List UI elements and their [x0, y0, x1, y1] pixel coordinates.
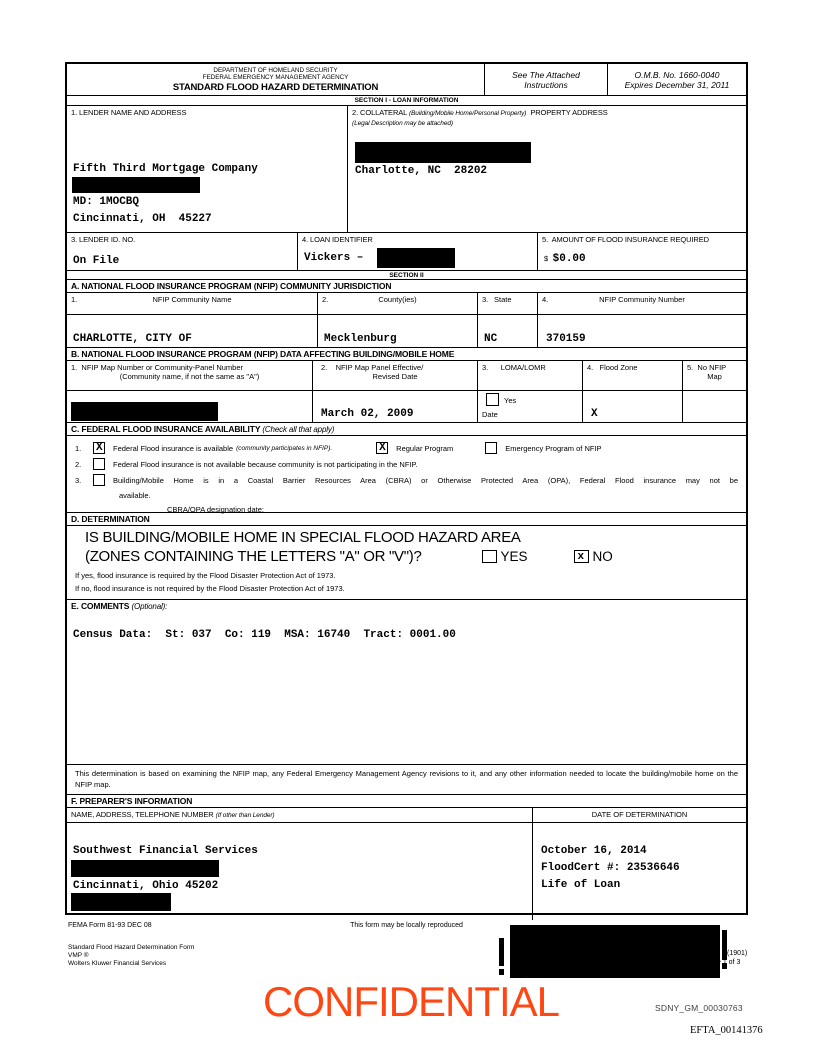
cbra-checkbox[interactable] — [93, 474, 105, 486]
panel-date-cell — [312, 391, 477, 422]
loma-lomr-header — [477, 361, 582, 390]
if-yes-note: If yes, flood insurance is required by the Flood Disaster Protection Act of 1973. — [75, 571, 336, 580]
legal-description-note: (Legal Description may be attached) — [352, 120, 453, 127]
section1-bar: SECTION I - LOAN INFORMATION — [67, 96, 746, 106]
county-value: Mecklenburg — [324, 333, 397, 345]
col-label: County(ies) — [378, 295, 417, 304]
form-header — [67, 64, 746, 96]
section-c-body — [67, 436, 746, 513]
checkbox-mark: X — [96, 442, 103, 454]
county-cell — [317, 315, 477, 347]
no-label: NO — [592, 549, 613, 564]
omb-box — [607, 64, 746, 95]
flood-determination-form — [65, 62, 748, 915]
bates-number-efta: EFTA_00141376 — [690, 1025, 763, 1036]
census-data-line: Census Data: St: 037 Co: 119 MSA: 16740 Tract: 0001.00 — [73, 629, 456, 641]
loan-identifier-cell — [297, 233, 537, 270]
see-instructions-note — [484, 64, 607, 95]
date-of-determination-label: DATE OF DETERMINATION — [591, 810, 688, 819]
state-value: NC — [484, 333, 498, 345]
bates-number-sdny: SDNY_GM_00030763 — [655, 1003, 743, 1013]
col-label-line2: Revised Date — [372, 372, 418, 381]
no-checkbox[interactable] — [574, 550, 589, 563]
preparer-city: Cincinnati, Ohio 45202 — [73, 880, 219, 892]
col-label-line1: 5. No NFIP — [687, 363, 727, 372]
floodcert-number: FloodCert #: 23536646 — [541, 862, 680, 874]
redaction-loan-number — [377, 248, 455, 268]
county-header — [317, 293, 477, 314]
footer-page-number: e 1 of 3 — [717, 959, 741, 966]
section-e-header — [67, 600, 746, 613]
fema-form-number: FEMA Form 81-93 DEC 08 — [68, 922, 152, 929]
emergency-program-label: Emergency Program of NFIP — [505, 443, 602, 453]
lender-name: Fifth Third Mortgage Company — [73, 163, 258, 175]
nfip-jurisdiction-header-row — [67, 293, 746, 315]
section-d-body — [67, 529, 746, 600]
section2-bar: SECTION II — [67, 271, 746, 280]
lender-id-value: On File — [73, 255, 120, 267]
option-text: Federal Flood insurance is available — [113, 443, 234, 453]
collateral-label-rest: PROPERTY ADDRESS — [526, 108, 608, 117]
determination-date: October 16, 2014 — [541, 845, 647, 857]
regular-program-checkbox[interactable] — [376, 442, 388, 454]
agency-header — [67, 64, 484, 95]
preparer-name-label-line — [67, 808, 532, 819]
option-text-continued: available. — [119, 491, 151, 500]
regular-program-label: Regular Program — [396, 443, 454, 453]
collateral-label-num: 2. COLLATERAL — [352, 108, 409, 117]
section-b-header: B. NATIONAL FLOOD INSURANCE PROGRAM (NFIP) DATA AFFECTING BUILDING/MOBILE HOME — [67, 348, 746, 361]
lender-id-cell — [67, 233, 297, 270]
omb-number: O.M.B. No. 1660-0040 — [634, 69, 720, 80]
section-c-subtitle: (Check all that apply) — [262, 425, 335, 434]
preparer-name: Southwest Financial Services — [73, 845, 258, 857]
nfip-data-header-row — [67, 361, 746, 391]
yes-label: YES — [500, 549, 528, 564]
footer-wolters-kluwer: Wolters Kluwer Financial Services — [68, 960, 167, 967]
section-e-subtitle: (Optional): — [131, 602, 168, 611]
if-no-note: If no, flood insurance is not required by the Flood Disaster Protection Act of 1973. — [75, 584, 345, 593]
determination-question-line1: IS BUILDING/MOBILE HOME IN SPECIAL FLOOD HAZARD AREA — [85, 529, 521, 546]
col-number: 1. — [71, 295, 78, 304]
availability-option-2 — [67, 456, 746, 472]
insurance-amount-value: $0.00 — [552, 253, 586, 265]
redaction-preparer-address — [71, 860, 219, 877]
col-number: 3. — [482, 295, 489, 304]
col-label: 4. Flood Zone — [587, 363, 638, 372]
lender-md-code: MD: 1MOCBQ — [73, 196, 140, 208]
determination-question-text: (ZONES CONTAINING THE LETTERS "A" OR "V")? — [85, 548, 422, 565]
preparer-name-header — [67, 808, 532, 822]
map-number-header — [67, 361, 312, 390]
loan-identifier-value-line — [304, 248, 455, 268]
loan-identifier-value: Vickers – — [304, 252, 364, 264]
collateral-label — [348, 106, 746, 117]
emergency-program-checkbox[interactable] — [485, 442, 497, 454]
loma-yes-label: Yes — [504, 396, 517, 405]
col-label-line1: 1. NFIP Map Number or Community-Panel Number — [71, 363, 244, 372]
insurance-amount-cell — [537, 233, 746, 270]
determination-date-cell — [532, 823, 746, 920]
insurance-amount-label: 5. AMOUNT OF FLOOD INSURANCE REQUIRED — [542, 235, 709, 244]
footer-vmp: VMP ® — [68, 952, 89, 959]
yes-checkbox[interactable] — [482, 550, 497, 563]
flood-zone-cell — [582, 391, 682, 422]
community-name-value: CHARLOTTE, CITY OF — [73, 333, 192, 345]
nfip-data-value-row — [67, 391, 746, 423]
form-title: STANDARD FLOOD HAZARD DETERMINATION — [172, 82, 379, 93]
option-number: 3. — [75, 475, 82, 485]
redaction-footer-stamp — [510, 925, 720, 978]
checkbox-mark: x — [577, 551, 585, 563]
redaction-property-address — [355, 142, 531, 163]
confidential-stamp: CONFIDENTIAL — [263, 978, 560, 1025]
availability-option-1 — [67, 440, 746, 456]
col-label: 3. LOMA/LOMR — [482, 363, 546, 372]
determination-basis-note: This determination is based on examining the NFIP map, any Federal Emergency Management Agency revisions to it, and any other information needed to locate the building/mobile home on the NFIP map. — [67, 765, 746, 795]
preparer-content-row — [67, 823, 746, 920]
lender-id-label: 3. LENDER ID. NO. — [71, 235, 136, 244]
section-e-comments — [67, 600, 746, 765]
loan-info-row — [67, 106, 746, 233]
option-number: 2. — [75, 459, 82, 469]
col-number: 4. — [542, 295, 549, 304]
community-number-value: 370159 — [546, 333, 586, 345]
col-label-line2: (Community name, if not the same as "A") — [119, 372, 260, 381]
col-number: 2. — [322, 295, 329, 304]
panel-date-value: March 02, 2009 — [321, 408, 414, 420]
section-c-header — [67, 423, 746, 436]
no-nfip-map-cell — [682, 391, 746, 422]
section-f-header: F. PREPARER'S INFORMATION — [67, 795, 746, 808]
community-number-header — [537, 293, 746, 314]
flood-zone-value: X — [591, 408, 598, 420]
dept-line2: FEDERAL EMERGENCY MANAGEMENT AGENCY — [202, 74, 349, 81]
lender-label: 1. LENDER NAME AND ADDRESS — [71, 108, 187, 117]
insurance-amount-line — [544, 248, 586, 266]
no-nfip-map-header — [682, 361, 746, 390]
option-number: 1. — [75, 443, 82, 453]
state-cell — [477, 315, 537, 347]
availability-option-3 — [67, 472, 746, 488]
preparer-name-label-italic: (If other than Lender) — [215, 812, 275, 819]
omb-expires: Expires December 31, 2011 — [624, 79, 730, 90]
col-label: State — [494, 295, 512, 304]
determination-question-line2 — [85, 548, 746, 565]
col-label: NFIP Community Number — [599, 295, 685, 304]
cbra-date-label: CBRA/OPA designation date: — [167, 505, 265, 514]
loan-term: Life of Loan — [541, 879, 621, 891]
section-c-title: C. FEDERAL FLOOD INSURANCE AVAILABILITY — [71, 424, 263, 434]
repro-note: This form may be locally reproduced — [350, 922, 463, 929]
currency-symbol: $ — [544, 254, 549, 263]
preparer-label-row — [67, 808, 746, 823]
option-text: Federal Flood insurance is not available because community is not participating in the NFIP. — [113, 459, 418, 469]
section-e-title: E. COMMENTS — [71, 601, 132, 611]
footer-form-code: (1901) — [727, 950, 748, 957]
date-of-determination-header — [532, 808, 746, 822]
availability-option-3-cont — [67, 488, 746, 503]
panel-date-header — [312, 361, 477, 390]
state-header — [477, 293, 537, 314]
collateral-cell — [347, 106, 746, 232]
insurance-not-available-checkbox[interactable] — [93, 458, 105, 470]
section-a-header: A. NATIONAL FLOOD INSURANCE PROGRAM (NFIP) COMMUNITY JURISDICTION — [67, 280, 746, 293]
col-label-line2: Map — [707, 372, 722, 381]
community-name-header — [67, 293, 317, 314]
footer-form-name: Standard Flood Hazard Determination Form — [68, 944, 195, 951]
lender-city: Cincinnati, OH 45227 — [73, 213, 212, 225]
loma-lomr-cell — [477, 391, 582, 422]
col-label-line1: 2. NFIP Map Panel Effective/ — [321, 363, 424, 372]
flood-zone-header — [582, 361, 682, 390]
loma-yes-checkbox[interactable] — [486, 393, 499, 406]
map-number-cell — [67, 391, 312, 422]
footer-mark-left — [499, 938, 504, 975]
see-instructions-line2: Instructions — [524, 79, 568, 90]
preparer-info-cell — [67, 823, 532, 920]
col-label: NFIP Community Name — [152, 295, 232, 304]
checkbox-mark: X — [379, 442, 386, 454]
loma-date-label: Date — [482, 410, 498, 419]
nfip-jurisdiction-value-row — [67, 315, 746, 348]
section-d-header: D. DETERMINATION — [67, 513, 746, 526]
community-number-cell — [537, 315, 746, 347]
preparer-name-label: NAME, ADDRESS, TELEPHONE NUMBER — [71, 810, 216, 819]
loan-ids-row — [67, 233, 746, 271]
redaction-map-number — [71, 402, 218, 421]
collateral-label-paren: (Building/Mobile Home/Personal Property) — [408, 110, 527, 117]
loan-identifier-label: 4. LOAN IDENTIFIER — [302, 235, 373, 244]
community-name-cell — [67, 315, 317, 347]
redaction-preparer-phone — [71, 893, 171, 911]
property-city: Charlotte, NC 28202 — [355, 165, 488, 177]
redaction-lender-address — [72, 177, 200, 193]
option-text: Building/Mobile Home is in a Coastal Barrier Resources Area (CBRA) or Otherwise Protected Area (OPA), Federal Flood insurance may not be — [113, 475, 738, 485]
dept-line1: DEPARTMENT OF HOMELAND SECURITY — [213, 67, 338, 74]
option-text-italic: (community participates in NFIP). — [236, 444, 333, 452]
see-instructions-line1: See The Attached — [512, 69, 580, 80]
lender-cell — [67, 106, 347, 232]
insurance-available-checkbox[interactable] — [93, 442, 105, 454]
